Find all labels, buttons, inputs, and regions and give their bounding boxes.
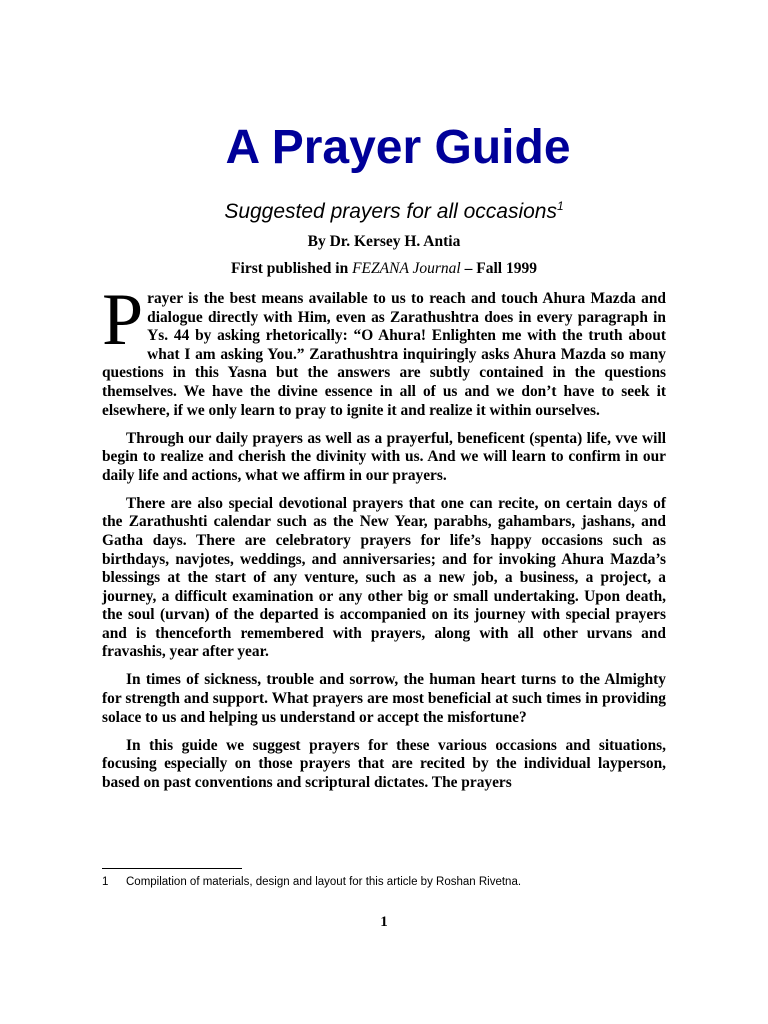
- footnote-ref: 1: [557, 199, 564, 213]
- drop-cap: P: [102, 279, 144, 361]
- published-prefix: First published in: [231, 260, 353, 277]
- paragraph-4: In times of sickness, trouble and sorrow, the human heart turns to the Almighty for strength and support. What prayers are most beneficial at such times in providing solace to us and helping us understand or accept the misfortune?: [102, 671, 666, 726]
- paragraph-5: In this guide we suggest prayers for these various occasions and situations, focusing especially on those prayers that are recited by the individual layperson, based on past conventions and scriptural dictates. The prayers: [102, 736, 666, 791]
- footnote: [102, 874, 662, 890]
- subtitle-text: Suggested prayers for all occasions: [224, 200, 557, 223]
- article-body: [102, 279, 666, 802]
- published-suffix: – Fall 1999: [460, 260, 537, 277]
- publication-note: [0, 259, 768, 279]
- page-title: A Prayer Guide: [225, 121, 571, 174]
- subtitle: [0, 198, 768, 226]
- paragraph-1: [102, 279, 666, 420]
- footnote-divider: [102, 868, 242, 869]
- paragraph-2: Through our daily prayers as well as a prayerful, beneficent (spenta) life, vve will begin to realize and cherish the divinity with us. And we will learn to confirm in our daily life and actions, what we affirm in our prayers.: [102, 429, 666, 484]
- page-number: 1: [380, 914, 388, 930]
- paragraph-3: There are also special devotional prayers that one can recite, on certain days of the Zarathushti calendar such as the New Year, parabhs, gahambars, jashans, and Gatha days. There are celebratory prayers for life’s happy occasions such as birthdays, navjotes, weddings, and anniversaries; and for invoking Ahura Mazda’s blessings at the start of any venture, such as a new job, a business, a project, a journey, a difficult examination or any other big or small undertaking. Upon death, the soul (urvan) of the departed is accompanied on its journey with special prayers and is thenceforth remembered with prayers, along with all other urvans and fravashis, year after year.: [102, 494, 666, 661]
- byline: By Dr. Kersey H. Antia: [307, 233, 461, 250]
- footnote-text: Compilation of materials, design and layout for this article by Roshan Rivetna.: [126, 876, 522, 888]
- journal-name: FEZANA Journal: [352, 260, 461, 277]
- footnote-number: 1: [102, 876, 109, 888]
- paragraph-text: rayer is the best means available to us to reach and touch Ahura Mazda and dialogue directly with Him, even as Zarathushtra does in every paragraph in Ys. 44 by asking rhetorically: “O Ahura! Enlighten me with the truth about what I am asking You.” Zarathushtra inquiringly asks Ahura Mazda so many questions in this Yasna but the answers are subtly contained in the questions themselves. We have the divine essence in all of us and we don’t have to seek it elsewhere, if we only learn to pray to ignite it and realize it within ourselves.: [102, 290, 666, 419]
